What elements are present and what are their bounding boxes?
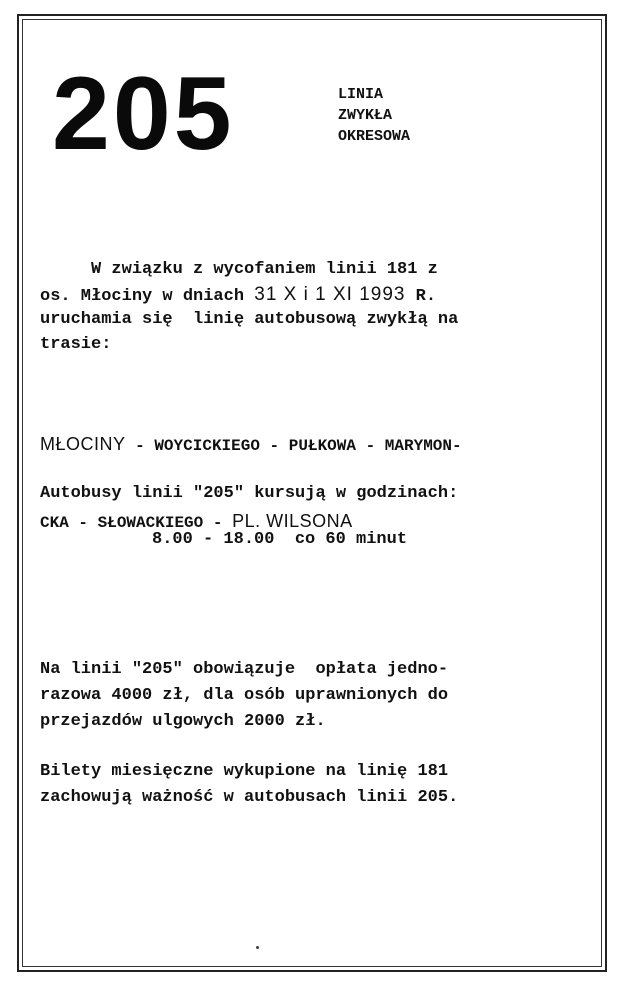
tickets-line-2: zachowują ważność w autobusach linii 205. xyxy=(40,788,459,807)
route-separator: - xyxy=(203,514,233,532)
route-line-1 xyxy=(40,432,462,459)
route-separator: - xyxy=(259,437,289,455)
tickets-line-1: Bilety miesięczne wykupione na linię 181 xyxy=(40,762,449,781)
announcement-year-suffix: R. xyxy=(405,287,437,306)
route-stop: CKA xyxy=(40,514,69,532)
route-stop: WOYCICKIEGO xyxy=(154,437,260,455)
route-separator: - xyxy=(355,437,385,455)
announcement-line-1: W związku z wycofaniem linii 181 z xyxy=(40,260,438,279)
fare-line-2: razowa 4000 zł, dla osób uprawnionych do xyxy=(40,686,449,705)
line-type-block xyxy=(338,84,410,147)
route-stop: MARYMON- xyxy=(384,437,462,455)
route-stop: MŁOCINY xyxy=(40,434,126,454)
fare-line-1: Na linii "205" obowiązuje opłata jedno- xyxy=(40,660,449,679)
line-number: 205 xyxy=(52,56,235,172)
schedule-hours: 8.00 - 18.00 co 60 minut xyxy=(152,530,408,549)
schedule-intro: Autobusy linii "205" kursują w godzinach: xyxy=(40,484,459,503)
line-type-period: OKRESOWA xyxy=(338,128,411,145)
line-type-kind: ZWYKŁA xyxy=(338,107,393,124)
announcement-place: os. Młociny w dniach xyxy=(40,287,255,306)
route-stop: PUŁKOWA xyxy=(288,437,356,455)
route-stop: PL. WILSONA xyxy=(232,511,353,531)
line-type-label: LINIA xyxy=(338,86,384,103)
fare-line-3: przejazdów ulgowych 2000 zł. xyxy=(40,712,326,731)
announcement-line-3: uruchamia się linię autobusową zwykłą na xyxy=(40,310,459,329)
route-separator: - xyxy=(125,437,155,455)
print-speck xyxy=(256,946,259,949)
announcement-line-4: trasie: xyxy=(40,335,112,354)
route-separator: - xyxy=(68,514,98,532)
announcement-dates: 31 X i 1 XI 1993 xyxy=(254,284,406,305)
route-stop: SŁOWACKIEGO xyxy=(97,514,204,532)
announcement-line-2 xyxy=(40,283,436,308)
